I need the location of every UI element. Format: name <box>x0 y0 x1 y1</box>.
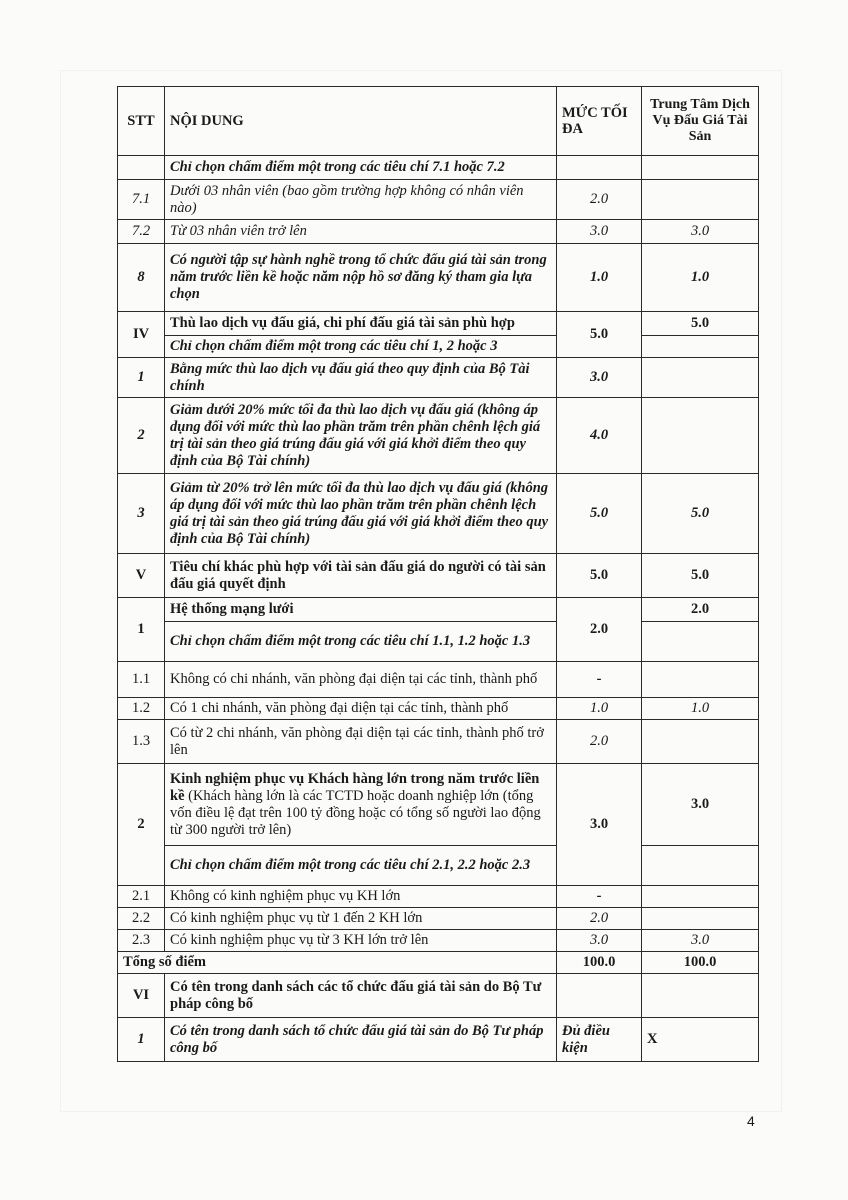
table-row <box>118 930 759 952</box>
table-row <box>118 358 759 398</box>
content-normal-part: (Khách hàng lớn là các TCTD hoặc doanh nghiệp lớn (tổng vốn điều lệ đạt trên 100 tỷ đồng hoặc có tổng số người lao động từ 300 người trở lên) <box>170 787 541 838</box>
content-cell: Có kinh nghiệm phục vụ từ 1 đến 2 KH lớn <box>165 908 557 930</box>
score-cell: 3.0 <box>642 220 759 244</box>
max-score-cell: 5.0 <box>557 554 642 598</box>
table-row <box>118 156 759 180</box>
max-score-cell: 2.0 <box>557 720 642 764</box>
note-cell: Chỉ chọn chấm điểm một trong các tiêu chí 1.1, 1.2 hoặc 1.3 <box>165 622 557 662</box>
table-row <box>118 554 759 598</box>
table-row <box>118 764 759 846</box>
stt-cell: 3 <box>118 474 165 554</box>
table-row <box>118 622 759 662</box>
content-cell <box>165 764 557 846</box>
content-cell: Thù lao dịch vụ đấu giá, chi phí đấu giá tài sản phù hợp <box>165 312 557 336</box>
stt-cell: 2 <box>118 398 165 474</box>
note-cell: Chỉ chọn chấm điểm một trong các tiêu chí 7.1 hoặc 7.2 <box>165 156 557 180</box>
content-cell: Giảm dưới 20% mức tối đa thù lao dịch vụ đấu giá (không áp dụng đối với mức thù lao phần trăm trên phần chênh lệch giá trị tài sản theo giá trúng đấu giá với giá khởi điểm theo quy định của Bộ Tài chính) <box>165 398 557 474</box>
table-row <box>118 974 759 1018</box>
score-cell: 5.0 <box>642 474 759 554</box>
table-row <box>118 598 759 622</box>
content-cell: Có tên trong danh sách các tổ chức đấu giá tài sản do Bộ Tư pháp công bố <box>165 974 557 1018</box>
content-cell: Không có kinh nghiệm phục vụ KH lớn <box>165 886 557 908</box>
header-noi-dung: NỘI DUNG <box>165 87 557 156</box>
table-row <box>118 398 759 474</box>
stt-cell: 2.1 <box>118 886 165 908</box>
stt-cell: 8 <box>118 244 165 312</box>
score-cell <box>642 358 759 398</box>
stt-cell: 1 <box>118 358 165 398</box>
score-cell <box>642 720 759 764</box>
max-score-cell: 1.0 <box>557 698 642 720</box>
stt-cell: 1.3 <box>118 720 165 764</box>
score-cell: 2.0 <box>642 598 759 622</box>
table-row <box>118 846 759 886</box>
max-score-cell: - <box>557 886 642 908</box>
table-row <box>118 220 759 244</box>
score-cell: 5.0 <box>642 312 759 336</box>
table-row <box>118 720 759 764</box>
content-bold-part: Kinh nghiệm phục vụ Khách hàng lớn trong năm trước liền kề <box>170 770 540 804</box>
stt-cell: VI <box>118 974 165 1018</box>
table-row <box>118 312 759 336</box>
content-cell: Tiêu chí khác phù hợp với tài sản đấu giá do người có tài sản đấu giá quyết định <box>165 554 557 598</box>
content-cell: Có 1 chi nhánh, văn phòng đại diện tại các tỉnh, thành phố <box>165 698 557 720</box>
score-cell <box>642 886 759 908</box>
score-cell: 3.0 <box>642 930 759 952</box>
max-score-cell: 3.0 <box>557 220 642 244</box>
stt-cell: IV <box>118 312 165 358</box>
content-cell: Có từ 2 chi nhánh, văn phòng đại diện tại các tỉnh, thành phố trở lên <box>165 720 557 764</box>
max-score-cell: 3.0 <box>557 930 642 952</box>
score-cell <box>642 662 759 698</box>
score-cell: 5.0 <box>642 554 759 598</box>
total-row <box>118 952 759 974</box>
stt-cell: 2 <box>118 764 165 886</box>
max-score-cell: 3.0 <box>557 358 642 398</box>
score-cell: 3.0 <box>642 764 759 846</box>
stt-cell: 1.2 <box>118 698 165 720</box>
total-max-score: 100.0 <box>557 952 642 974</box>
note-cell: Chỉ chọn chấm điểm một trong các tiêu chí 2.1, 2.2 hoặc 2.3 <box>165 846 557 886</box>
note-cell: Chỉ chọn chấm điểm một trong các tiêu chí 1, 2 hoặc 3 <box>165 336 557 358</box>
table-row <box>118 908 759 930</box>
header-stt: STT <box>118 87 165 156</box>
stt-cell: V <box>118 554 165 598</box>
total-label: Tổng số điểm <box>118 952 557 974</box>
header-row <box>118 87 759 156</box>
stt-cell: 1.1 <box>118 662 165 698</box>
header-trung-tam: Trung Tâm Dịch Vụ Đấu Giá Tài Sản <box>642 87 759 156</box>
stt-cell: 1 <box>118 1018 165 1062</box>
content-cell: Có kinh nghiệm phục vụ từ 3 KH lớn trở lên <box>165 930 557 952</box>
stt-cell: 7.1 <box>118 180 165 220</box>
content-cell: Từ 03 nhân viên trở lên <box>165 220 557 244</box>
max-score-cell: 2.0 <box>557 598 642 662</box>
table-row <box>118 180 759 220</box>
content-cell: Có người tập sự hành nghề trong tổ chức đấu giá tài sản trong năm trước liền kề hoặc năm nộp hồ sơ đăng ký tham gia lựa chọn <box>165 244 557 312</box>
max-score-cell: 5.0 <box>557 312 642 358</box>
max-score-cell: 5.0 <box>557 474 642 554</box>
max-score-cell: 2.0 <box>557 908 642 930</box>
table-row <box>118 336 759 358</box>
max-score-cell <box>557 974 642 1018</box>
score-cell <box>642 908 759 930</box>
table-row <box>118 698 759 720</box>
stt-cell: 7.2 <box>118 220 165 244</box>
stt-cell: 2.2 <box>118 908 165 930</box>
max-score-cell: Đủ điều kiện <box>557 1018 642 1062</box>
score-cell <box>642 398 759 474</box>
score-cell: 1.0 <box>642 244 759 312</box>
score-cell: X <box>642 1018 759 1062</box>
header-muc-toi-da: MỨC TỐI ĐA <box>557 87 642 156</box>
score-cell: 1.0 <box>642 698 759 720</box>
table-row <box>118 886 759 908</box>
page-number: 4 <box>747 1113 755 1129</box>
stt-cell: 2.3 <box>118 930 165 952</box>
max-score-cell: 4.0 <box>557 398 642 474</box>
content-cell: Bằng mức thù lao dịch vụ đấu giá theo quy định của Bộ Tài chính <box>165 358 557 398</box>
content-cell: Giảm từ 20% trở lên mức tối đa thù lao dịch vụ đấu giá (không áp dụng đối với mức thù lao phần trăm trên phần chênh lệch giá trị tài sản theo giá trúng đấu giá với giá khởi điểm theo quy định của Bộ Tài chính) <box>165 474 557 554</box>
table-row <box>118 662 759 698</box>
score-cell <box>642 974 759 1018</box>
content-cell: Dưới 03 nhân viên (bao gồm trường hợp không có nhân viên nào) <box>165 180 557 220</box>
content-cell: Có tên trong danh sách tổ chức đấu giá tài sản do Bộ Tư pháp công bố <box>165 1018 557 1062</box>
scoring-table <box>117 86 759 1062</box>
total-score: 100.0 <box>642 952 759 974</box>
max-score-cell: - <box>557 662 642 698</box>
max-score-cell: 1.0 <box>557 244 642 312</box>
content-cell: Hệ thống mạng lưới <box>165 598 557 622</box>
stt-cell: 1 <box>118 598 165 662</box>
content-cell: Không có chi nhánh, văn phòng đại diện tại các tỉnh, thành phố <box>165 662 557 698</box>
table-row <box>118 474 759 554</box>
table-row <box>118 244 759 312</box>
max-score-cell: 3.0 <box>557 764 642 886</box>
score-cell <box>642 180 759 220</box>
max-score-cell: 2.0 <box>557 180 642 220</box>
table-row <box>118 1018 759 1062</box>
